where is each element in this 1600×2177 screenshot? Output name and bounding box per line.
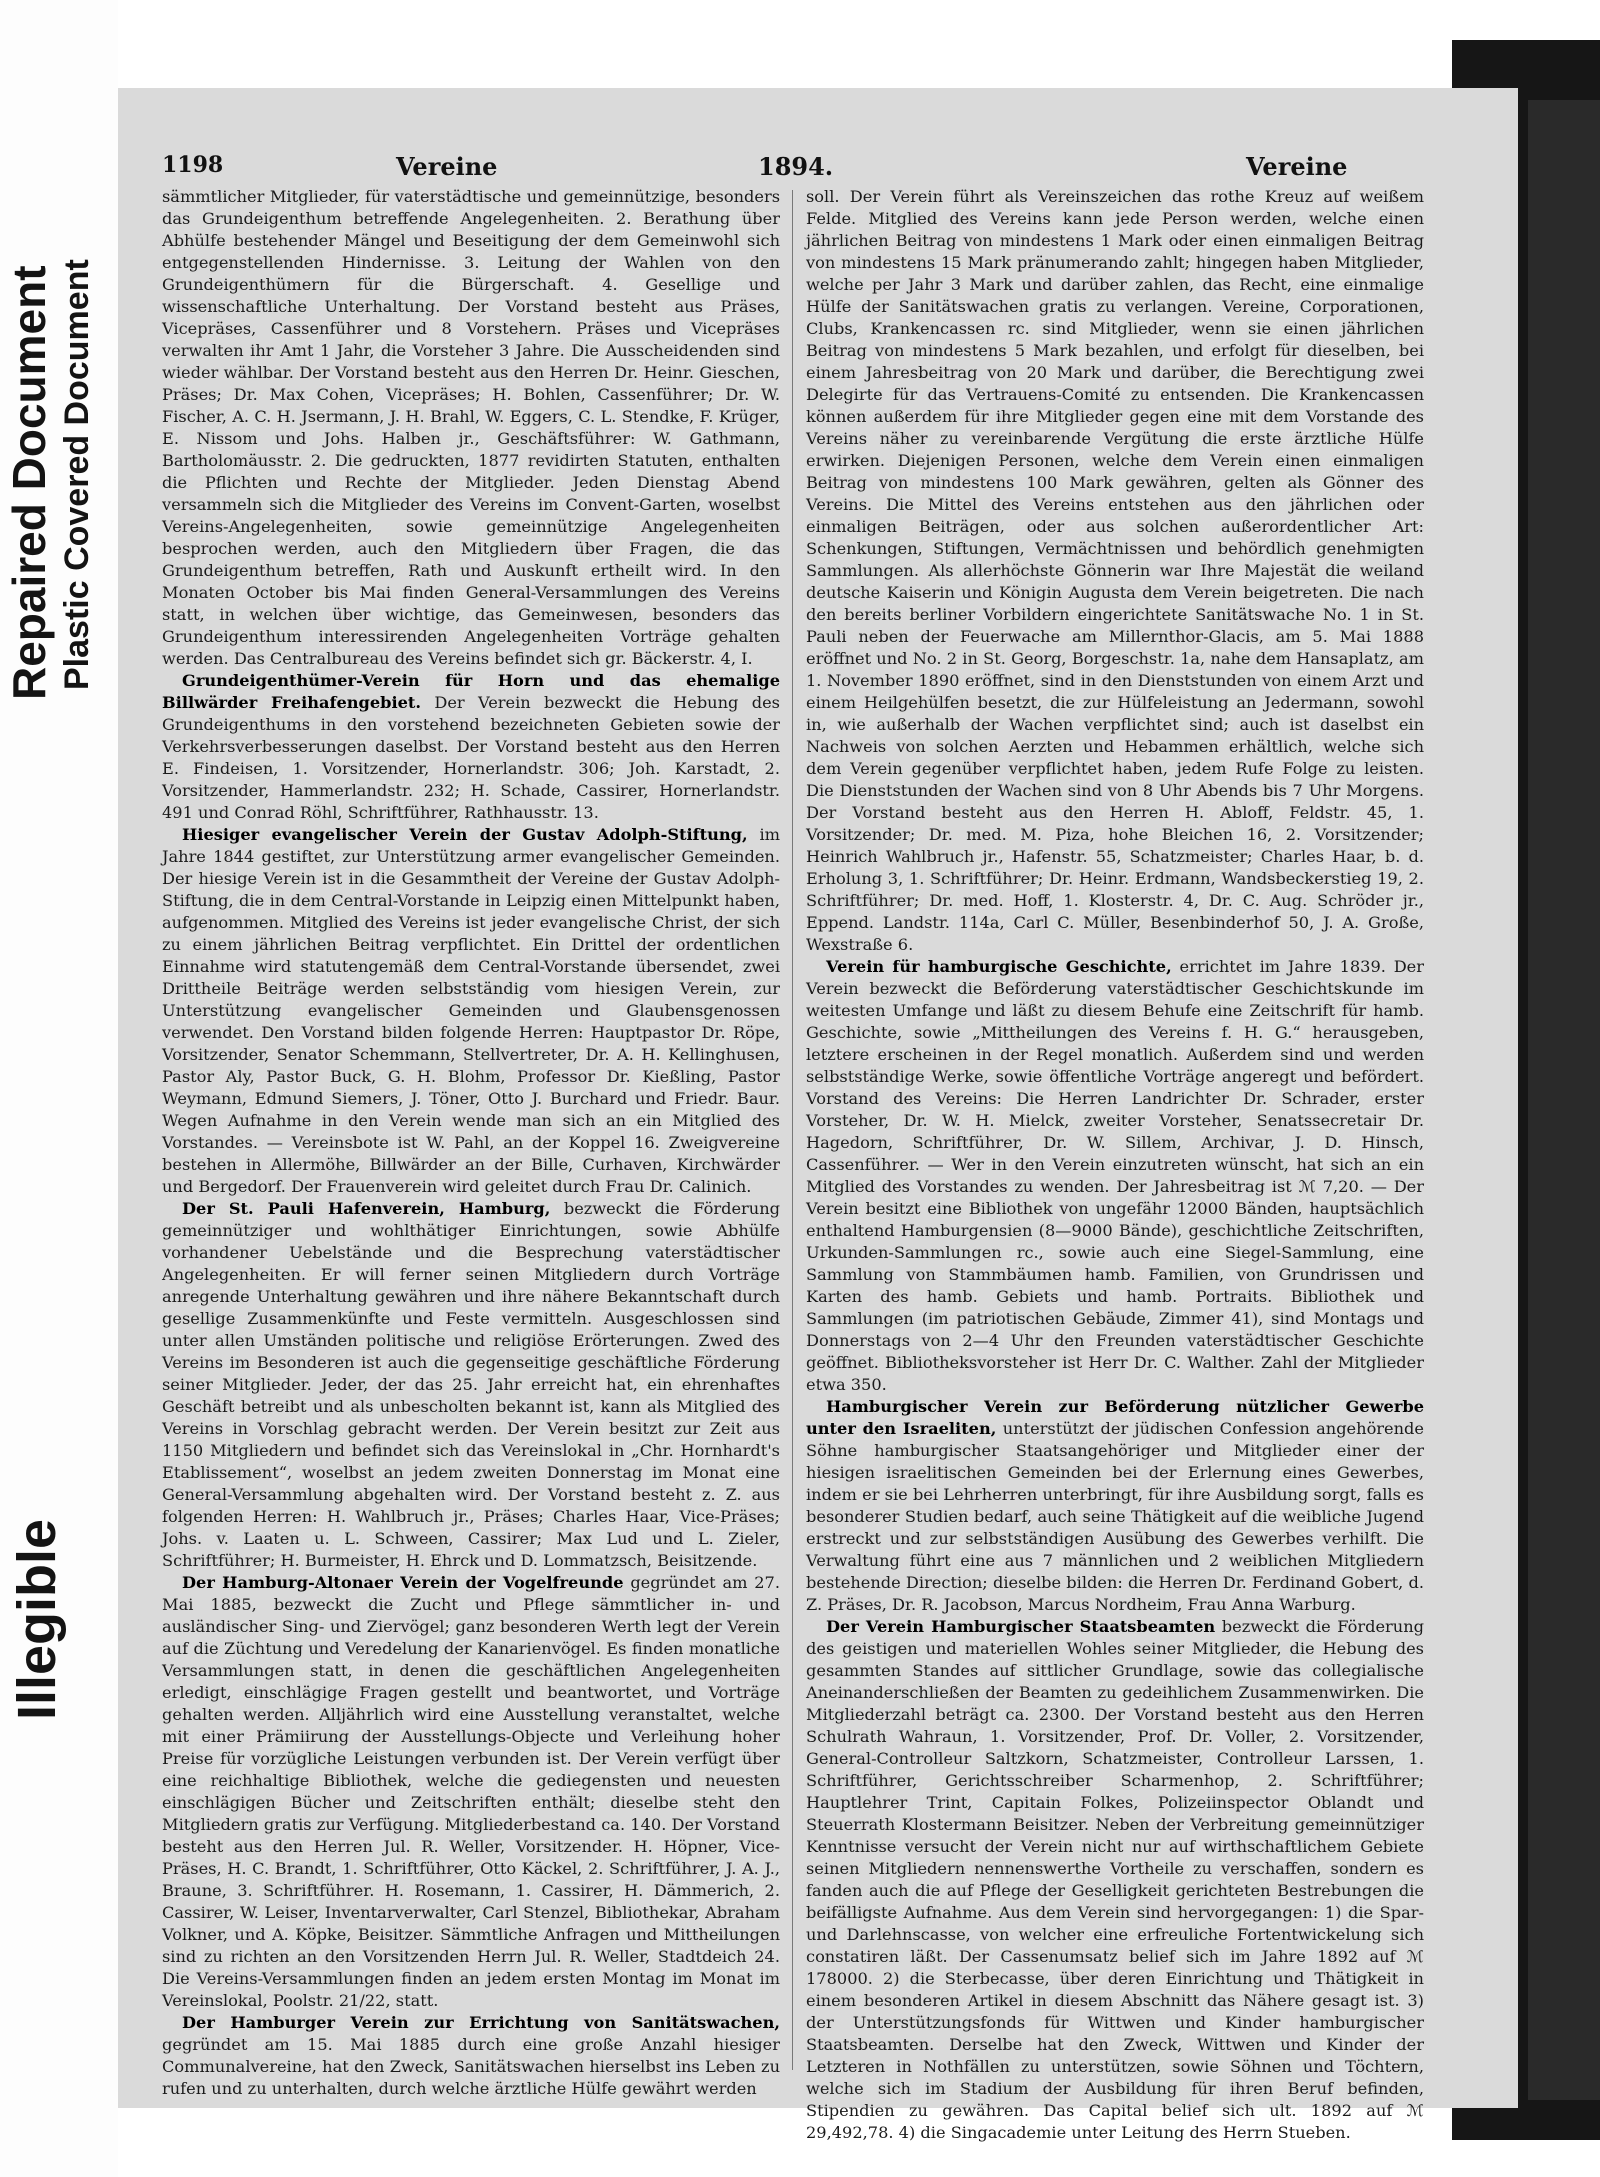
entry-text: gegründet am 15. Mai 1885 durch eine große Anzahl hiesiger Communalvereine, hat den Zweck, Sanitätswachen hierselbst ins Leben zu rufen und zu unterhalten, durch welche ärztliche Hülfe gewährt werden (162, 2035, 780, 2098)
society-entry (162, 670, 780, 824)
column-divider (792, 190, 793, 2070)
header-left-title: Vereine (396, 152, 498, 181)
entry-text: Der Verein bezweckt die Hebung des Grundeigenthums in den vorstehend bezeichneten Gebieten sowie der Verkehrsverbesserungen daselbst. Der Vorstand besteht aus den Herren E. Findeisen, 1. Vorsitzender, Hornerlandstr. 306; Joh. Karstadt, 2. Vorsitzender, Hammerlandstr. 232; H. Schade, Cassirer, Hornerlandstr. 491 und Conrad Röhl, Schriftführer, Rathhausstr. 13. (162, 693, 780, 822)
entry-text: im Jahre 1844 gestiftet, zur Unterstützung armer evangelischer Gemeinden. Der hiesige Verein ist in die Gesammtheit der Vereine der Gustav Adolph-Stiftung, die in dem Central-Vorstande in Leipzig einen Mittelpunkt haben, aufgenommen. Mitglied des Vereins ist jeder evangelische Christ, der sich zu einem jährlichen Beitrag verpflichtet. Ein Drittel der ordentlichen Einnahme wird statutengemäß dem Central-Vorstande übersendet, zwei Drittheile Beiträge werden selbstständig vom hiesigen Verein, zur Unterstützung evangelischer Gemeinden und Glaubensgenossen verwendet. Den Vorstand bilden folgende Herren: Hauptpastor Dr. Röpe, Vorsitzender, Senator Schemmann, Stellvertreter, Dr. A. H. Kellinghusen, Pastor Aly, Pastor Buck, G. H. Blohm, Professor Dr. Kießling, Pastor Weymann, Edmund Siemers, J. Töner, Otto J. Burchard und Friedr. Baur. Wegen Aufnahme in den Verein wende man sich an ein Mitglied des Vorstandes. — Vereinsbote ist W. Pahl, an der Koppel 16. Zweigvereine bestehen in Allermöhe, Billwärder an der Bille, Curhaven, Kirchwärder und Bergedorf. Der Frauenverein wird geleitet durch Frau Dr. Calinich. (162, 825, 780, 1196)
entry-text: sämmtlicher Mitglieder, für vaterstädtische und gemeinnützige, besonders das Grundeigenthum betreffende Angelegenheiten. 2. Berathung über Abhülfe bestehender Mängel und Beseitigung der dem Gemeinwohl sich entgegenstellenden Hindernisse. 3. Leitung der Wahlen von den Grundeigenthümern für die Bürgerschaft. 4. Gesellige und wissenschaftliche Unterhaltung. Der Vorstand besteht aus Präses, Vicepräses, Cassenführer und 8 Vorstehern. Präses und Vicepräses verwalten ihr Amt 1 Jahr, die Vorsteher 3 Jahre. Die Ausscheidenden sind wieder wählbar. Der Vorstand besteht aus den Herren Dr. Heinr. Gieschen, Präses; Dr. Max Cohen, Vicepräses; H. Bohlen, Cassenführer; Dr. W. Fischer, A. C. H. Jsermann, J. H. Brahl, W. Eggers, C. L. Stendke, F. Krüger, E. Nissom und Johs. Halben jr., Geschäftsführer: W. Gathmann, Bartholomäusstr. 2. Die gedruckten, 1877 revidirten Statuten, enthalten die Pflichten und Rechte der Mitglieder. Jeden Dienstag Abend versammeln sich die Mitglieder des Vereins im Convent-Garten, woselbst Vereins-Angelegenheiten, sowie gemeinnützige Angelegenheiten besprochen werden, auch den Mitgliedern über Fragen, die das Grundeigenthum betreffen, Rath und Auskunft ertheilt wird. In den Monaten October bis Mai finden General-Versammlungen des Vereins statt, in welchen über wichtige, das Gemeinwesen, besonders das Grundeigenthum interessirenden Angelegenheiten Vorträge gehalten werden. Das Centralbureau des Vereins befindet sich gr. Bäckerstr. 4, I. (162, 187, 780, 668)
society-entry (162, 1572, 780, 2012)
header-right-title: Vereine (1246, 152, 1348, 181)
plastic-covered-stamp: Plastic Covered Document (58, 259, 96, 690)
left-text-column (162, 186, 780, 2098)
society-name: Der Hamburger Verein zur Errichtung von Sanitätswachen, (182, 2013, 780, 2032)
society-name: Grundeigenthümer-Verein für Horn und das ehemalige Billwärder Freihafengebiet. (162, 671, 780, 712)
entry-text: unterstützt der jüdischen Confession angehörende Söhne hamburgischer Staatsangehöriger und Mitglieder einer der hiesigen israelitischen Gemeinden bei der Erlernung eines Gewerbes, indem er sie bei Lehrherren unterbringt, für ihre Ausbildung sorgt, falls es besonderer Studien bedarf, auch seine Thätigkeit auf die weibliche Jugend erstreckt und zur selbstständigen Ausübung des Gewerbes verhilft. Die Verwaltung führt eine aus 7 männlichen und 2 weiblichen Mitgliedern bestehende Direction; dieselbe bilden: die Herren Dr. Ferdinand Gobert, d. Z. Präses, Dr. R. Jacobson, Marcus Nordheim, Frau Anna Warburg. (806, 1419, 1424, 1614)
entry-text: gegründet am 27. Mai 1885, bezweckt die Zucht und Pflege sämmtlicher in- und ausländischer Sing- und Ziervögel; ganz besonderen Werth legt der Verein auf die Züchtung und Veredelung der Kanarienvögel. Es finden monatliche Versammlungen statt, in denen die geschäftlichen Angelegenheiten erledigt, einschlägige Fragen gestellt und beantwortet, und Vorträge gehalten werden. Alljährlich wird eine Ausstellung veranstaltet, welche mit einer Prämiirung der Ausstellungs-Objecte und Verleihung hoher Preise für vorzügliche Leistungen verbunden ist. Der Verein verfügt über eine reichhaltige Bibliothek, welche die gediegensten und neuesten einschlägigen Bücher und Zeitschriften enthält; dieselbe steht den Mitgliedern gratis zur Verfügung. Mitgliederbestand ca. 140. Der Vorstand besteht aus den Herren Jul. R. Weller, Vorsitzender. H. Höpner, Vice-Präses, H. C. Brandt, 1. Schriftführer, Otto Käckel, 2. Schriftführer, J. A. J., Braune, 3. Schriftführer. H. Rosemann, 1. Cassirer, H. Dämmerich, 2. Cassirer, W. Leiser, Inventarverwalter, Carl Stenzel, Bibliothekar, Abraham Volkner, und A. Köpke, Beisitzer. Sämmtliche Anfragen und Mittheilungen sind zu richten an den Vorsitzenden Herrn Jul. R. Weller, Stadtdeich 24. Die Vereins-Versammlungen finden an jedem ersten Montag im Monat im Vereinslokal, Poolstr. 21/22, statt. (162, 1573, 780, 2010)
society-entry (806, 1396, 1424, 1616)
entry-text: errichtet im Jahre 1839. Der Verein bezweckt die Beförderung vaterstädtischer Geschichtskunde im weitesten Umfange und läßt zu diesem Behufe eine Zeitschrift für hamb. Geschichte, sowie „Mittheilungen des Vereins f. H. G.“ herausgeben, letztere erscheinen in der Regel monatlich. Außerdem sind und werden selbstständige Werke, sowie öffentliche Vorträge angeregt und befördert. Vorstand des Vereins: Die Herren Landrichter Dr. Schrader, erster Vorsteher, Dr. W. H. Mielck, zweiter Vorsteher, Senatssecretair Dr. Hagedorn, Schriftführer, Dr. W. Sillem, Archivar, J. D. Hinsch, Cassenführer. — Wer in den Verein einzutreten wünscht, hat sich an ein Mitglied des Vorstandes zu wenden. Der Jahresbeitrag ist ℳ 7,20. — Der Verein besitzt eine Bibliothek von ungefähr 12000 Bänden, hauptsächlich enthaltend Hamburgensien (8—9000 Bände), geschichtliche Zeitschriften, Urkunden-Sammlungen rc., sowie auch eine Siegel-Sammlung, eine Sammlung von Stammbäumen hamb. Familien, von Grundrissen und Karten des hamb. Gebiets und hamb. Portraits. Bibliothek und Sammlungen (im patriotischen Gebäude, Zimmer 41), sind Montags und Donnerstags von 2—4 Uhr den Freunden vaterstädtischer Geschichte geöffnet. Bibliotheksvorsteher ist Herr Dr. C. Walther. Zahl der Mitglieder etwa 350. (806, 957, 1425, 1394)
society-entry (162, 824, 780, 1198)
entry-text: bezweckt die Förderung gemeinnütziger und wohlthätiger Einrichtungen, sowie Abhülfe vorhandener Uebelstände und die Besprechung vaterstädtischer Angelegenheiten. Er will ferner seinen Mitgliedern durch Vorträge anregende Unterhaltung gewähren und ihre nähere Bekanntschaft durch gesellige Zusammenkünfte und Feste vermitteln. Ausgeschlossen sind unter allen Umständen politische und religiöse Erörterungen. Zwed des Vereins im Besonderen ist auch die gegenseitige geschäftliche Förderung seiner Mitglieder. Jeder, der das 25. Jahr erreicht hat, ein ehrenhaftes Geschäft betreibt und als unbescholten bekannt ist, kann als Mitglied des Vereins in Vorschlag gebracht werden. Der Verein besitzt zur Zeit aus 1150 Mitgliedern und befindet sich das Vereinslokal in „Chr. Hornhardt's Etablissement“, woselbst an jedem zweiten Donnerstag im Monat eine General-Versammlung abgehalten wird. Der Vorstand besteht z. Z. aus folgenden Herren: H. Wahlbruch jr., Präses; Charles Haar, Vice-Präses; Johs. v. Laaten u. L. Schween, Cassirer; Max Lud und L. Zieler, Schriftführer; H. Burmeister, H. Ehrck und D. Lommatzsch, Beisitzende. (162, 1199, 780, 1570)
society-entry (806, 186, 1424, 956)
society-entry (162, 1198, 780, 1572)
header-year: 1894. (758, 152, 834, 181)
binding-edge (1528, 100, 1600, 2100)
archive-stamp-margin (0, 0, 118, 2177)
document-page (118, 88, 1518, 2142)
society-name: Hamburgischer Verein zur Beförderung nützlicher Gewerbe unter den Israeliten, (806, 1397, 1424, 1438)
society-entry (162, 186, 780, 670)
running-header (156, 148, 1428, 184)
right-text-column (806, 186, 1425, 2142)
society-name: Der St. Pauli Hafenverein, Hamburg, (182, 1199, 551, 1218)
entry-text: soll. Der Verein führt als Vereinszeichen das rothe Kreuz auf weißem Felde. Mitglied des Vereins kann jede Person werden, welche einen jährlichen Beitrag von mindestens 1 Mark oder einen einmaligen Beitrag von mindestens 15 Mark pränumerando zahlt; hingegen haben Mitglieder, welche per Jahr 3 Mark und darüber zahlen, das Recht, eine einmalige Hülfe der Sanitätswachen gratis zu verlangen. Vereine, Corporationen, Clubs, Krankencassen rc. sind Mitglieder, wenn sie einen jährlichen Beitrag von mindestens 5 Mark bezahlen, und erfolgt für dieselben, bei einem Jahresbeitrag von 20 Mark und darüber, die Berechtigung zwei Delegirte für das Vertrauens-Comité zu entsenden. Die Krankencassen können außerdem für ihre Mitglieder gegen eine mit dem Vorstande des Vereins näher zu vereinbarende Vergütung die erste ärztliche Hülfe erwirken. Diejenigen Personen, welche dem Verein einen einmaligen Beitrag von mindestens 100 Mark gewähren, gelten als Gönner des Vereins. Die Mittel des Vereins entstehen aus den jährlichen oder einmaligen Beiträgen, oder aus solchen außerordentlicher Art: Schenkungen, Stiftungen, Vermächtnissen und behördlich genehmigten Sammlungen. Als allerhöchste Gönnerin war Ihre Majestät die weiland deutsche Kaiserin und Königin Augusta dem Verein beigetreten. Die nach den bereits berliner Vorbildern eingerichtete Sanitätswache No. 1 in St. Pauli neben der Feuerwache am Millernthor-Glacis, am 5. Mai 1888 eröffnet und No. 2 in St. Georg, Borgeschstr. 1a, nahe dem Hansaplatz, am 1. November 1890 eröffnet, sind in den Dienststunden von einem Arzt und einem Heilgehülfen besetzt, die zur Hülfeleistung an Jedermann, sowohl in, wie außerhalb der Wachen verpflichtet sind; auch ist daselbst ein Nachweis von solchen Aerzten und Hebammen erhältlich, welche sich dem Verein gegenüber verpflichtet haben, jedem Rufe Folge zu leisten. Die Dienststunden der Wachen sind von 8 Uhr Abends bis 7 Uhr Morgens. Der Vorstand besteht aus den Herren H. Abloff, Feldstr. 45, 1. Vorsitzender; Dr. med. M. Piza, hohe Bleichen 16, 2. Vorsitzender; Heinrich Wahlbruch jr., Hafenstr. 55, Schatzmeister; Charles Haar, b. d. Erholung 3, 1. Schriftführer; Dr. Heinr. Erdmann, Wandsbeckerstieg 19, 2. Schriftführer; Dr. med. Hoff, 1. Klosterstr. 4, Dr. C. Aug. Schröder jr., Eppend. Landstr. 114a, Carl C. Müller, Besenbinderhof 50, J. A. Große, Wexstraße 6. (806, 187, 1424, 954)
society-entry (162, 2012, 780, 2100)
society-name: Hiesiger evangelischer Verein der Gustav Adolph-Stiftung, (182, 825, 748, 844)
society-entry (806, 1616, 1424, 2144)
society-name: Der Verein Hamburgischer Staatsbeamten (826, 1617, 1216, 1636)
page-content (156, 148, 1428, 2142)
repaired-document-stamp: Repaired Document (3, 265, 55, 700)
society-name: Verein für hamburgische Geschichte, (826, 957, 1172, 976)
society-entry (806, 956, 1424, 1396)
page-number: 1198 (162, 152, 224, 178)
society-name: Der Hamburg-Altonaer Verein der Vogelfreunde (182, 1573, 624, 1592)
entry-text: bezweckt die Förderung des geistigen und materiellen Wohles seiner Mitglieder, die Hebung des gesammten Standes auf sittlicher Grundlage, sowie das collegialische Aneinanderschließen der Beamten zu gedeihlichem Zusammenwirken. Die Mitgliederzahl beträgt ca. 2300. Der Vorstand besteht aus den Herren Schulrath Wahraun, 1. Vorsitzender, Prof. Dr. Voller, 2. Vorsitzender, General-Controlleur Saltzkorn, Schatzmeister, Controlleur Larssen, 1. Schriftführer, Gerichtsschreiber Scharmenhop, 2. Schriftführer; Hauptlehrer Trint, Capitain Folkes, Polizeiinspector Oblandt und Steuerrath Klostermann Beisitzer. Neben der Verbreitung gemeinnütziger Kenntnisse versucht der Verein nicht nur auf wirthschaftlichem Gebiete seinen Mitgliedern nennenswerthe Vortheile zu verschaffen, sondern es fanden auch die auf Pflege der Geselligkeit gerichteten Bestrebungen die beifälligste Aufnahme. Aus dem Verein sind hervorgegangen: 1) die Spar- und Darlehnscasse, von welcher eine erfreuliche Fortentwickelung sich constatiren läßt. Der Cassenumsatz belief sich im Jahre 1892 auf ℳ 178000. 2) die Sterbecasse, über deren Einrichtung und Thätigkeit in einem besonderen Artikel in diesem Abschnitt das Nähere gesagt ist. 3) der Unterstützungsfonds für Wittwen und Kinder hamburgischer Staatsbeamten. Derselbe hat den Zweck, Wittwen und Kinder der Letzteren in Nothfällen zu unterstützen, sowie Söhnen und Töchtern, welche sich im Stadium der Ausbildung für ihren Beruf befinden, Stipendien zu gewähren. Das Capital belief sich ult. 1892 auf ℳ 29,492,78. 4) die Singacademie unter Leitung des Herrn Stueben. (806, 1617, 1424, 2142)
illegible-stamp: Illegible (7, 1518, 67, 1720)
